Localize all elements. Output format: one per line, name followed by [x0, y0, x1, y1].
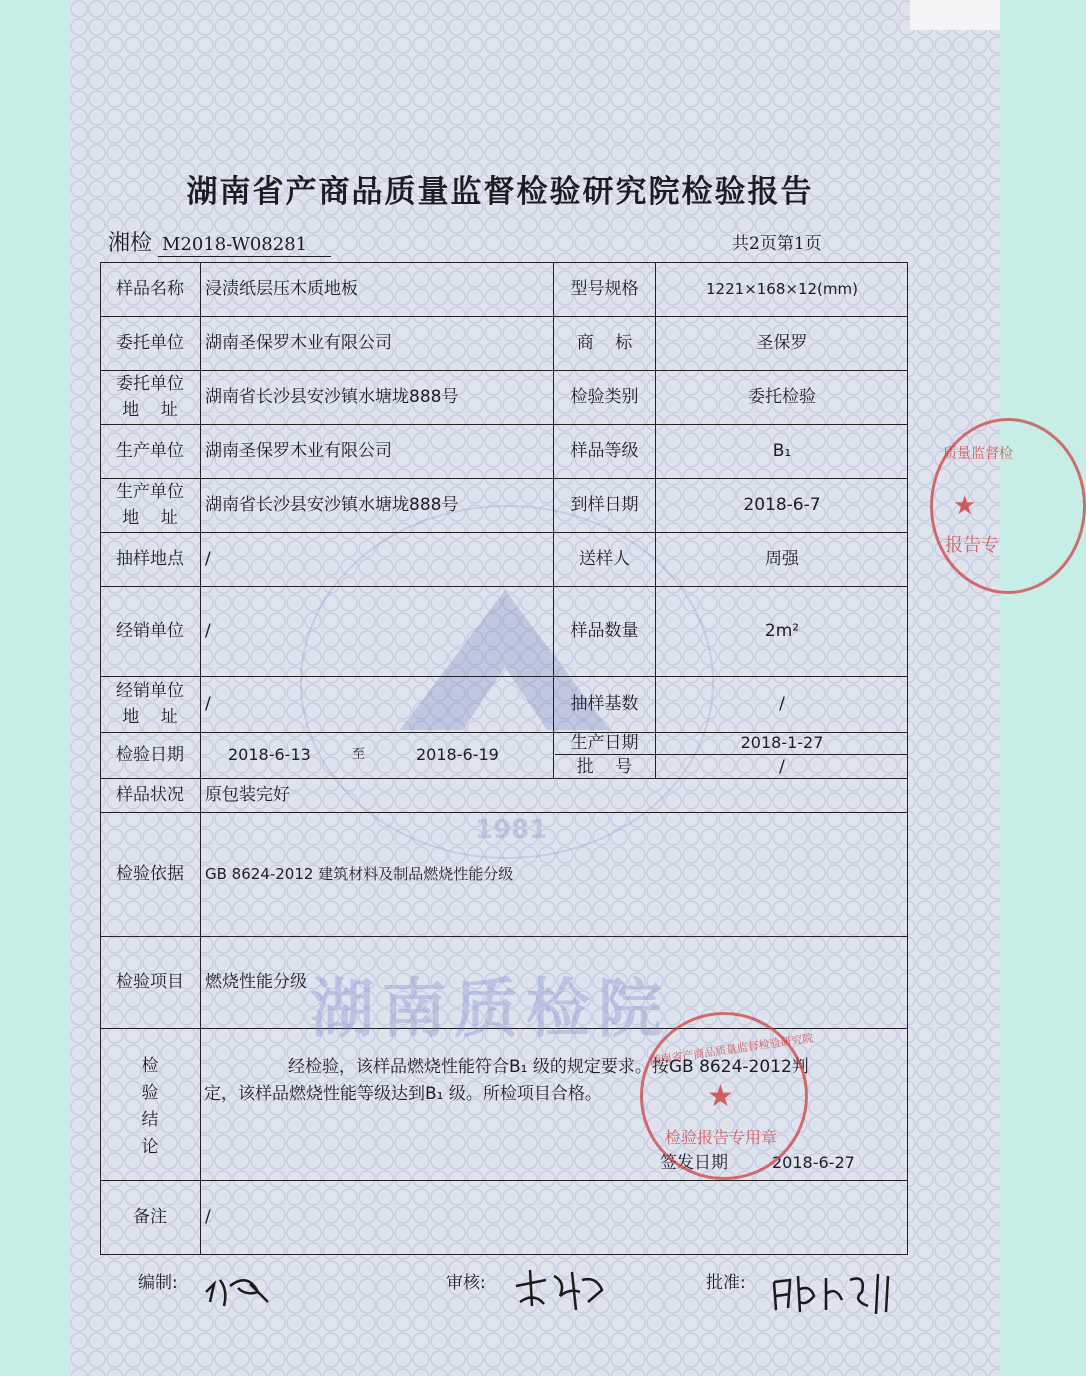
label-conclusion-char-3: 结 [141, 1110, 159, 1130]
label-dealer-address [100, 676, 200, 732]
label-sender: 送样人 [579, 549, 630, 569]
value-test-type: 委托检验 [748, 387, 816, 407]
label-producer-address [100, 478, 200, 532]
label-client-address-line2: 地 址 [122, 400, 178, 420]
label-basis: 检验依据 [116, 864, 184, 884]
label-sampling-base: 抽样基数 [570, 694, 639, 714]
value-remarks: / [205, 1207, 211, 1227]
value-model: 1221×168×12(mm) [706, 280, 858, 298]
value-producer-address: 湖南省长沙县安沙镇水塘垅888号 [205, 495, 459, 515]
value-sampling-base: / [779, 694, 785, 714]
label-grade: 样品等级 [570, 441, 639, 461]
report-title: 湖南省产商品质量监督检验研究院检验报告 [186, 174, 814, 210]
value-quantity: 2m² [764, 621, 800, 641]
value-prod-date: 2018-1-27 [740, 733, 824, 752]
value-grade: B₁ [772, 441, 792, 461]
label-quantity: 样品数量 [570, 621, 639, 641]
paper-corner [910, 0, 1000, 30]
label-conclusion-char-4: 论 [141, 1137, 159, 1157]
report-no-value: M2018-W08281 [158, 234, 331, 257]
sign-date-value: 2018-6-27 [772, 1153, 855, 1172]
value-items: 燃烧性能分级 [205, 972, 307, 992]
value-brand: 圣保罗 [756, 333, 808, 353]
conclusion-line-2: 定，该样品燃烧性能等级达到B₁ 级。所检项目合格。 [204, 1084, 602, 1104]
value-test-date-to: 2018-6-19 [416, 745, 499, 764]
label-producer-address-line2: 地 址 [122, 508, 178, 528]
watermark-text: 湖南质检院 [310, 973, 670, 1047]
edge-stamp-bottom-text: 报告专 [945, 535, 999, 556]
label-test-type: 检验类别 [570, 387, 639, 407]
label-batch: 批 号 [576, 756, 633, 777]
report-number [108, 226, 331, 257]
label-client-address-line1: 委托单位 [116, 374, 184, 394]
label-sampling-place: 抽样地点 [116, 549, 184, 569]
editor-label: 编制: [138, 1273, 178, 1293]
approver-label: 批准: [706, 1273, 746, 1293]
report-prefix: 湘检 [108, 231, 153, 256]
background-seal-year: 1981 [475, 815, 548, 845]
label-test-date: 检验日期 [116, 745, 184, 765]
label-dealer-address-line2: 地 址 [122, 707, 178, 727]
reviewer-label: 审核: [446, 1273, 486, 1293]
value-client: 湖南圣保罗木业有限公司 [205, 333, 392, 353]
label-model: 型号规格 [570, 279, 639, 299]
stamp-star-icon: ★ [707, 1079, 734, 1114]
label-brand: 商 标 [576, 333, 633, 353]
label-dealer: 经销单位 [116, 621, 184, 641]
label-dealer-address-line1: 经销单位 [116, 681, 184, 701]
reviewer-signature [510, 1262, 610, 1318]
label-condition: 样品状况 [116, 785, 184, 805]
label-producer: 生产单位 [116, 441, 184, 461]
label-remarks: 备注 [133, 1207, 167, 1227]
value-test-date-from: 2018-6-13 [228, 745, 311, 764]
edge-stamp-star-icon: ★ [953, 491, 977, 521]
value-client-address: 湖南省长沙县安沙镇水塘垅888号 [205, 387, 459, 407]
value-arrival-date: 2018-6-7 [743, 495, 821, 515]
label-client-address [100, 370, 200, 424]
value-test-date-to-word: 至 [352, 747, 366, 762]
label-conclusion [100, 1052, 200, 1162]
editor-signature [198, 1262, 278, 1312]
value-producer: 湖南圣保罗木业有限公司 [205, 441, 392, 461]
label-conclusion-char-1: 检 [141, 1056, 159, 1076]
value-sender: 周强 [765, 549, 799, 569]
value-condition: 原包装完好 [205, 785, 290, 805]
value-dealer: / [205, 621, 211, 641]
value-sample-name: 浸渍纸层压木质地板 [205, 279, 358, 299]
stamp-bottom-text: 检验报告专用章 [665, 1128, 778, 1147]
edge-stamp-arc-text: 质量监督检 [943, 446, 1013, 462]
label-arrival-date: 到样日期 [570, 495, 639, 515]
approver-signature [770, 1266, 900, 1322]
value-dealer-address: / [205, 694, 211, 714]
stamp-arc-text: 湖南省产商品质量监督检验研究院 [648, 1031, 815, 1068]
label-items: 检验项目 [116, 972, 184, 992]
value-batch: / [779, 756, 785, 777]
value-sampling-place: / [205, 549, 211, 569]
edge-stamp [930, 418, 1086, 594]
label-client: 委托单位 [116, 333, 184, 353]
value-basis: GB 8624-2012 建筑材料及制品燃烧性能分级 [205, 865, 514, 883]
label-prod-date: 生产日期 [570, 733, 639, 753]
conclusion-line-1: 经检验，该样品燃烧性能符合B₁ 级的规定要求。按GB 8624-2012判 [288, 1057, 809, 1077]
label-conclusion-char-2: 验 [141, 1083, 159, 1103]
sign-date-label: 签发日期 [660, 1153, 728, 1173]
page-info: 共2页第1页 [732, 234, 822, 254]
label-producer-address-line1: 生产单位 [116, 482, 184, 502]
label-sample-name: 样品名称 [116, 279, 184, 299]
